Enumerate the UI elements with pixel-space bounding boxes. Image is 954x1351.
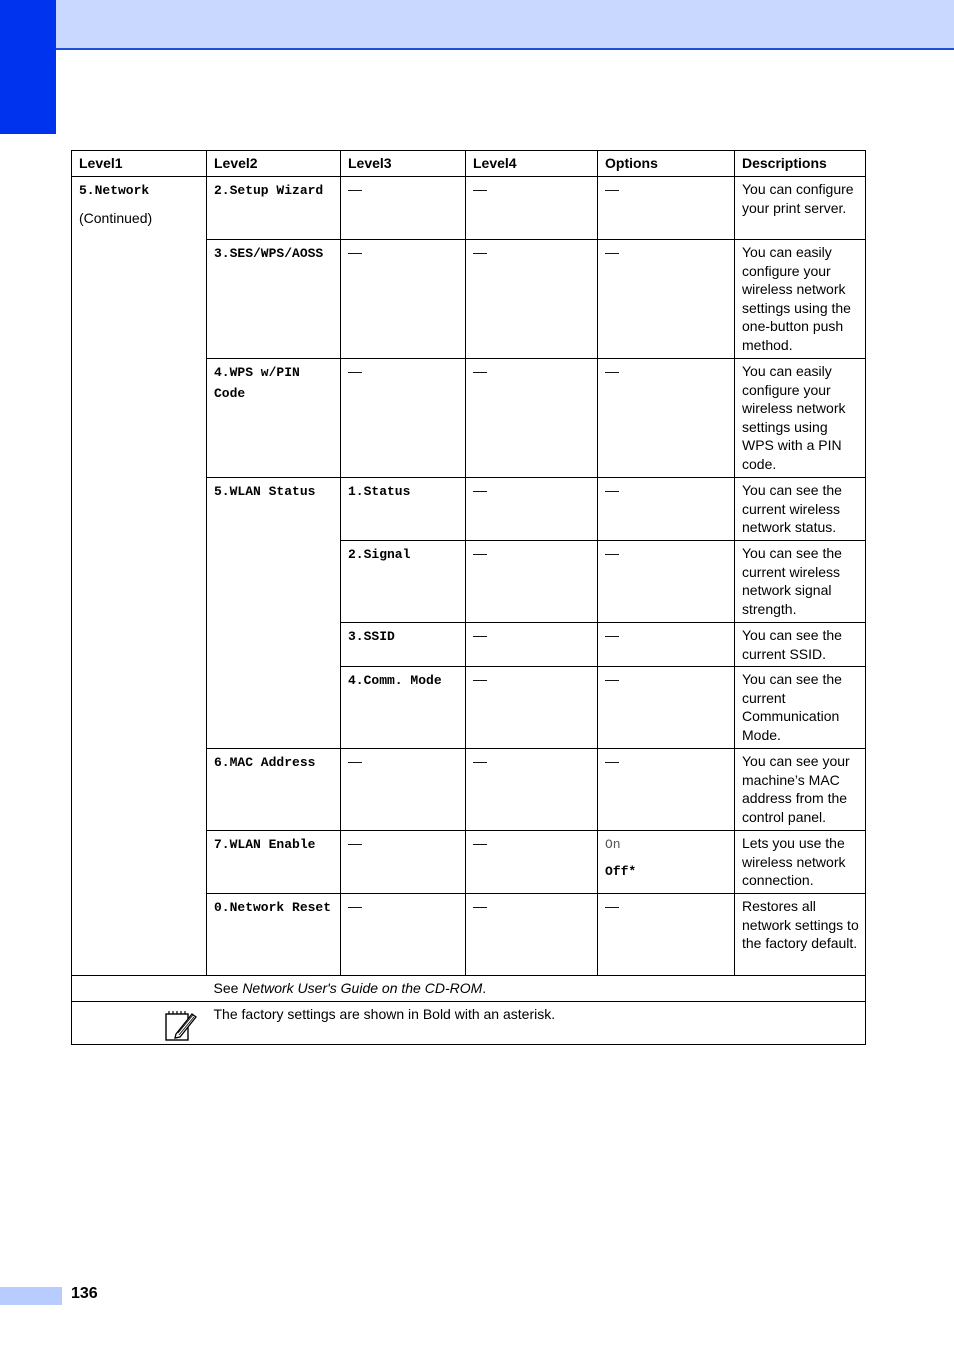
desc-comm-mode: You can see the current Communication Mode.	[735, 667, 866, 749]
level2-ses-wps-aoss: 3.SES/WPS/AOSS	[214, 246, 324, 261]
level3-signal: 2.Signal	[348, 547, 411, 562]
header-level3: Level3	[341, 151, 466, 177]
level2-setup-wizard: 2.Setup Wizard	[214, 183, 324, 198]
dash-cell: —	[466, 894, 598, 976]
dash-cell: —	[598, 894, 735, 976]
desc-status: You can see the current wireless network status.	[735, 478, 866, 541]
level3-status: 1.Status	[348, 484, 411, 499]
dash-cell: —	[466, 541, 598, 623]
header-level1: Level1	[72, 151, 207, 177]
dash-cell: —	[341, 359, 466, 478]
page-number-bar	[0, 1287, 62, 1305]
dash-cell: —	[598, 240, 735, 359]
level3-comm-mode: 4.Comm. Mode	[348, 673, 442, 689]
dash-cell: —	[466, 831, 598, 894]
footer-blank	[72, 976, 207, 1002]
see-prefix: See	[213, 980, 243, 997]
dash-cell: —	[598, 667, 735, 749]
dash-cell: —	[466, 359, 598, 478]
page-number: 136	[71, 1285, 98, 1302]
level1-continued: (Continued)	[79, 209, 153, 226]
dash-cell: —	[466, 177, 598, 240]
table-row	[72, 177, 866, 240]
level1-label: 5.Network	[79, 183, 150, 198]
note-pencil-icon	[164, 1008, 198, 1042]
see-suffix: .	[482, 980, 487, 997]
option-off-default: Off*	[605, 863, 637, 879]
dash-cell: —	[466, 667, 598, 749]
header-level4: Level4	[466, 151, 598, 177]
desc-setup-wizard: You can configure your print server.	[735, 177, 866, 240]
options-wlan-enable	[598, 831, 735, 894]
header-level2: Level2	[207, 151, 341, 177]
note-icon-cell	[72, 1001, 207, 1044]
desc-wlan-enable: Lets you use the wireless network connection.	[735, 831, 866, 894]
dash-cell: —	[598, 749, 735, 831]
option-on: On	[605, 837, 621, 853]
dash-cell: —	[598, 177, 735, 240]
header-options: Options	[598, 151, 735, 177]
footer-note-text: The factory settings are shown in Bold with an asterisk.	[207, 1001, 866, 1044]
level2-wlan-status: 5.WLAN Status	[214, 484, 316, 499]
dash-cell: —	[341, 831, 466, 894]
level1-cell	[72, 177, 207, 976]
header-band	[56, 0, 954, 50]
desc-wps-pin: You can easily configure your wireless network settings using WPS with a PIN code.	[735, 359, 866, 478]
desc-signal: You can see the current wireless network signal strength.	[735, 541, 866, 623]
dash-cell: —	[598, 541, 735, 623]
level2-wps-pin: 4.WPS w/PIN Code	[214, 365, 300, 401]
level2-network-reset: 0.Network Reset	[214, 900, 332, 916]
footer-see-text	[207, 976, 866, 1002]
desc-ssid: You can see the current SSID.	[735, 623, 866, 667]
desc-mac-address: You can see your machine’s MAC address from the control panel.	[735, 749, 866, 831]
footer-see-row	[72, 976, 866, 1002]
header-row	[72, 151, 866, 177]
level3-ssid: 3.SSID	[348, 629, 395, 644]
dash-cell: —	[598, 478, 735, 541]
dash-cell: —	[466, 240, 598, 359]
footer-note-row	[72, 1001, 866, 1044]
dash-cell: —	[341, 177, 466, 240]
dash-cell: —	[466, 478, 598, 541]
dash-cell: —	[598, 623, 735, 667]
chapter-tab	[0, 0, 56, 134]
level2-mac-address: 6.MAC Address	[214, 755, 316, 771]
header-descriptions: Descriptions	[735, 151, 866, 177]
dash-cell: —	[341, 240, 466, 359]
dash-cell: —	[466, 749, 598, 831]
dash-cell: —	[598, 359, 735, 478]
see-guide-title: Network User's Guide on the CD-ROM	[242, 980, 483, 997]
dash-cell: —	[341, 894, 466, 976]
dash-cell: —	[341, 749, 466, 831]
desc-ses-wps-aoss: You can easily configure your wireless network settings using the one-button push method.	[735, 240, 866, 359]
menu-table	[71, 150, 866, 1045]
level2-wlan-enable: 7.WLAN Enable	[214, 837, 316, 853]
desc-network-reset: Restores all network settings to the factory default.	[735, 894, 866, 976]
dash-cell: —	[466, 623, 598, 667]
